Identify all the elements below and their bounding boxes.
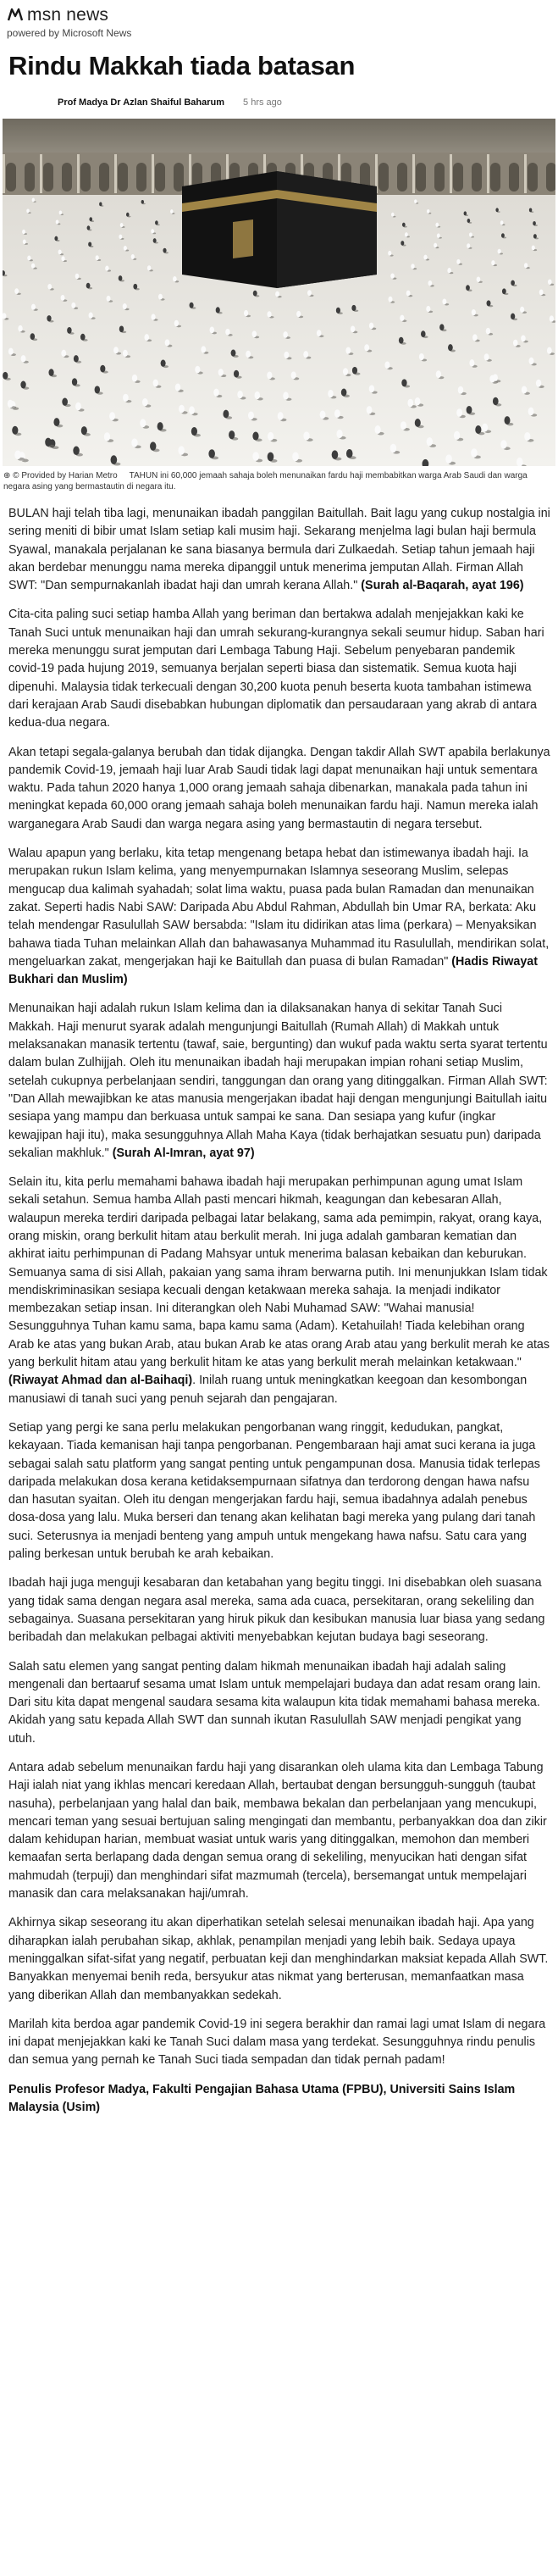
paragraph-citation: (Riwayat Ahmad dan al-Baihaqi) xyxy=(8,1374,193,1388)
article-paragraph xyxy=(8,1759,550,1903)
paragraph-text: Menunaikan haji adalah rukun Islam kelima dan ia dilaksanakan hanya di sekitar Tanah Suci Makkah. Haji menurut syarak adalah mengunjungi Baitullah (Rumah Allah) di Makkah untuk melaksanakan manasik tertentu (tawaf, saie, bergunting) dan wukuf pada waktu serta syarat tertentu dalam bulan Zulhijjah. Oleh itu menunaikan ibadah haji merupakan impian rohani setiap Muslim, setelah cukupnya perbelanjaan sendiri, tanggungan dan orang yang ditinggalkan. Firman Allah SWT: "Dan Allah mewajibkan ke atas manusia mengerjakan ibadat haji dengan mengunjungi Baitullah iaitu sesiapa yang mampu dan berkuasa untuk sampai ke sana. Dan sesiapa yang kufur (ingkar kewajipan haji itu), maka sesungguhnya Allah Maha Kaya (tidak berhajatkan sesuatu pun) daripada sekalian makhluk." xyxy=(8,1002,548,1160)
paragraph-citation: (Hadis Riwayat Bukhari dan Muslim) xyxy=(8,954,538,987)
hero-image[interactable] xyxy=(3,119,555,466)
paragraph-text: Selain itu, kita perlu memahami bahawa ibadah haji merupakan perhimpunan agung umat Islam sekali setahun. Semua hamba Allah pasti mencari hikmah, keagungan dan kebesaran Allah, walaupun mereka terdiri daripada pelbagai latar belakang, sama ada pemimpin, rakyat, orang kaya, orang miskin, orang berkulit hitam atau berkulit merah. Ini juga adalah gambaran kematian dan akhirat iaitu perhimpunan di Padang Mahsyar untuk menerima balasan kebaikan dan keburukan. Semuanya sama di sisi Allah, pakaian yang sama ihram berwarna putih. Ini menunjukkan Islam tidak mendiskriminasikan sesiapa kecuali dengan ketakwaan mereka sahaja. Ia menjadi indikator membezakan setiap insan. Ini diterangkan oleh Nabi Muhamad SAW: "Wahai manusia! Sesungguhnya Tuhan kamu sama, bapa kamu sama (Adam). Ketahuilah! Tiada kelebihan orang Arab ke atas yang bukan Arab, atau bukan Arab ke atas orang Arab atau yang berkulit merah ke atas yang berkulit hitam atau yang berkulit hitam ke atas yang berkulit merah melainkan ketakwaan." xyxy=(8,1175,550,1370)
paragraph-text: Marilah kita berdoa agar pandemik Covid-19 ini segera berakhir dan ramai lagi umat Islam di negara ini dapat menjejakkan kaki ke Tanah Suci dalam masa yang terdekat. Sesungguhnya rindu penulis dan semua yang pernah ke Tanah Suci tiada sempadan dan tidak pernah padam! xyxy=(8,2017,546,2068)
article-title: Rindu Makkah tiada batasan xyxy=(8,51,356,80)
paragraph-text: Antara adab sebelum menunaikan fardu haji yang disarankan oleh ulama kita dan Lembaga Tabung Haji ialah niat yang ikhlas mencari keredaan Allah, bertaubat dengan bersungguh-sungguh (taubat nasuha), perbelanjaan yang halal dan baik, membawa bekalan dan perbelanjaan yang mencukupi, mencari teman yang sesuai bertujuan saling mengingati dan membantu, perbanyakkan doa dan zikir dalam kehidupan harian, membuat wasiat untuk waris yang ditinggalkan, memohon dan memberi kemaafan serta berlapang dada dengan semua orang di sekeliling, menyucikan hati dengan sifat mahmudah (terpuji) dan menghindari sifat mazmumah (tercela), bersemangat untuk mempelajari manasik dan cara melaksanakan haji/umrah. xyxy=(8,1761,547,1901)
article-paragraph xyxy=(8,2081,550,2118)
brand-row[interactable] xyxy=(7,5,549,25)
image-caption xyxy=(3,470,554,492)
article-paragraph xyxy=(8,1574,550,1646)
caption-provider: © Provided by Harian Metro xyxy=(13,471,118,480)
article-paragraph xyxy=(8,606,550,732)
paragraph-text: Akhirnya sikap seseorang itu akan diperhatikan setelah selesai menunaikan ibadah haji. Apa yang diharapkan ialah perubahan sikap, akhlak, penampilan menjadi yang lebih baik. Sedaya upaya meninggalkan sifat-sifat yang negatif, perbuatan keji dan menghindarkan maksiat kepada Allah SWT. Banyakkan menyemai benih reda, bersyukur atas nikmat yang berterusan, memanfaatkan masa yang diberikan Allah dan membanyakkan sedekah. xyxy=(8,1916,549,2002)
camera-icon: ⊕ xyxy=(3,471,14,480)
brand-name: msn news xyxy=(27,5,109,25)
article-body xyxy=(8,505,550,2128)
paragraph-text: Walau apapun yang berlaku, kita tetap mengenang betapa hebat dan istimewanya ibadah haji. Ia merupakan rukun Islam kelima, yang menyempurnakan Islamnya seseorang Muslim, selepas mengucap dua kalimah syahadah; solat lima waktu, puasa pada bulan Ramadan dan menunaikan zakat. Seperti hadis Nabi SAW: Daripada Abu Abdul Rahman, Abdullah bin Umar RA, berkata: Aku telah mendengar Rasulullah SAW bersabda: "Islam itu didirikan atas lima (perkara) – Menyaksikan bahawa tiada Tuhan melainkan Allah dan bahawasanya Muhammad itu Rasulullah, mendirikan solat, mengeluarkan zakat, mengerjakan haji ke Baitullah dan puasa di bulan Ramadan" xyxy=(8,847,550,969)
paragraph-tail: . Inilah ruang untuk meningkatkan keegoan dan kesombongan manusiawi di tanah suci yang penuh sejarah dan pengajaran. xyxy=(8,1374,528,1406)
powered-by-text: powered by Microsoft News xyxy=(7,27,132,39)
paragraph-text: Salah satu elemen yang sangat penting dalam hikmah menunaikan ibadah haji adalah saling mengenali dan bertaaruf sesama umat Islam untuk mempelajari budaya dan adat resam orang lain. Dari situ kita dapat mengenal saudara sesama kita walaupun kita tidak memahami bahasa mereka. Akidah yang satu kepada Allah SWT dan sunnah ikutan Rasulullah SAW menjadi pengikat yang utuh. xyxy=(8,1659,541,1746)
paragraph-text: BULAN haji telah tiba lagi, menunaikan ibadah panggilan Baitullah. Bait lagu yang cukup nostalgia ini sering meniti di bibir umat Islam setiap kali musim haji. Sekarang menjelma lagi bulan haji bermula Syawal, manakala perjalanan ke sana biasanya bermula dari Zulkaedah. Setiap tahun jemaah haji akan berdebar menunggu nama mereka dipanggil untuk menerima jemputan Allah. Firman Allah SWT: "Dan sempurnakanlah ibadat haji dan umrah kerana Allah." xyxy=(8,507,550,593)
paragraph-citation: (Surah al-Baqarah, ayat 196) xyxy=(361,579,524,593)
paragraph-text: Cita-cita paling suci setiap hamba Allah yang beriman dan bertakwa adalah menjejakkan kaki ke Tanah Suci untuk menunaikan haji dan umrah sekurang-kurangnya sekali seumur hidup. Saban hari mereka menunggu surat jemputan dari Lembaga Tabung Haji. Sebelum penyebaran pandemik covid-19 pada hujung 2019, semuanya berjalan seperti biasa dan sistematik. Semua kuota haji dipenuhi. Malaysia tidak terkecuali dengan 30,200 kuota penuh beserta kuota tambahan istimewa dari kerajaan Arab Saudi disebabkan hubungan diplomatik dan persaudaraan yang akrab di antara kedua-dua negara. xyxy=(8,608,544,730)
byline xyxy=(58,97,549,108)
article-paragraph xyxy=(8,744,550,834)
article-paragraph xyxy=(8,505,550,595)
caption-text: TAHUN ini 60,000 jemaah sahaja boleh menunaikan fardu haji membabitkan warga Arab Saudi dan warga negara asing yang bermastautin di negara itu. xyxy=(3,471,528,491)
top-bar xyxy=(7,5,549,44)
paragraph-text: Ibadah haji juga menguji kesabaran dan ketabahan yang begitu tinggi. Ini disebabkan oleh suasana yang tidak sama dengan negara asal mereka, sama ada cuaca, persekitaran, orang sekeliling dan sebagainya. Suasana persekitaran yang hiruk pikuk dan kesibukan manusia luar biasa yang sedang beribadah dan melakukan pelbagai aktiviti menyebabkan kejutan budaya bagi seseorang. xyxy=(8,1576,545,1645)
article-paragraph xyxy=(8,2016,550,2070)
article-paragraph xyxy=(8,1658,550,1748)
author-name[interactable]: Prof Madya Dr Azlan Shaiful Baharum xyxy=(58,97,225,108)
paragraph-text: Akan tetapi segala-galanya berubah dan tidak dijangka. Dengan takdir Allah SWT apabila berlakunya pandemik Covid-19, jemaah haji luar Arab Saudi tidak lagi dapat menunaikan haji untuk sementara waktu. Pada tahun 2020 hanya 1,000 orang jemaah sahaja dibenarkan, manakala pada tahun ini meningkat kepada 60,000 orang jemaah sahaja boleh menunaikan fardu haji. Namun mereka ialah warganegara Arab Saudi dan warga negara asing yang bermastautin di negara tersebut. xyxy=(8,745,550,831)
masjid-al-haram-photo xyxy=(3,119,555,466)
article-paragraph xyxy=(8,1914,550,2004)
article-paragraph xyxy=(8,1419,550,1563)
msn-butterfly-icon xyxy=(7,7,24,24)
article-paragraph xyxy=(8,845,550,989)
paragraph-citation: Penulis Profesor Madya, Fakulti Pengajian Bahasa Utama (FPBU), Universiti Sains Islam Malaysia (Usim) xyxy=(8,2082,516,2115)
paragraph-citation: (Surah Al-Imran, ayat 97) xyxy=(112,1146,255,1160)
publish-time: 5 hrs ago xyxy=(243,97,282,108)
article-paragraph xyxy=(8,1000,550,1163)
paragraph-text: Setiap yang pergi ke sana perlu melakukan pengorbanan wang ringgit, kedudukan, pangkat, kekayaan. Tiada kemanisan haji tanpa pengorbanan. Pengembaraan haji amat suci kerana ia juga sebagai salah satu platform yang sangat penting untuk pengampunan dosa. Manusia tidak terlepas daripada melakukan dosa kerana ketidaksempurnaan sifatnya dan terdorong dengan hawa nafsu dan hasutan syaitan. Oleh itu dengan mengerjakan fardu haji, semua ibadahnya adalah penebus dosa-dosa yang lalu. Muka berseri dan tenang akan kelihatan bagi mereka yang pulang dari tanah suci. Seterusnya ia menjadi benteng yang ampuh untuk mengekang hawa nafsu. Satu cara yang paling berkesan untuk berubah ke arah kebaikan. xyxy=(8,1420,540,1562)
kaaba xyxy=(182,171,377,288)
article-paragraph xyxy=(8,1174,550,1408)
